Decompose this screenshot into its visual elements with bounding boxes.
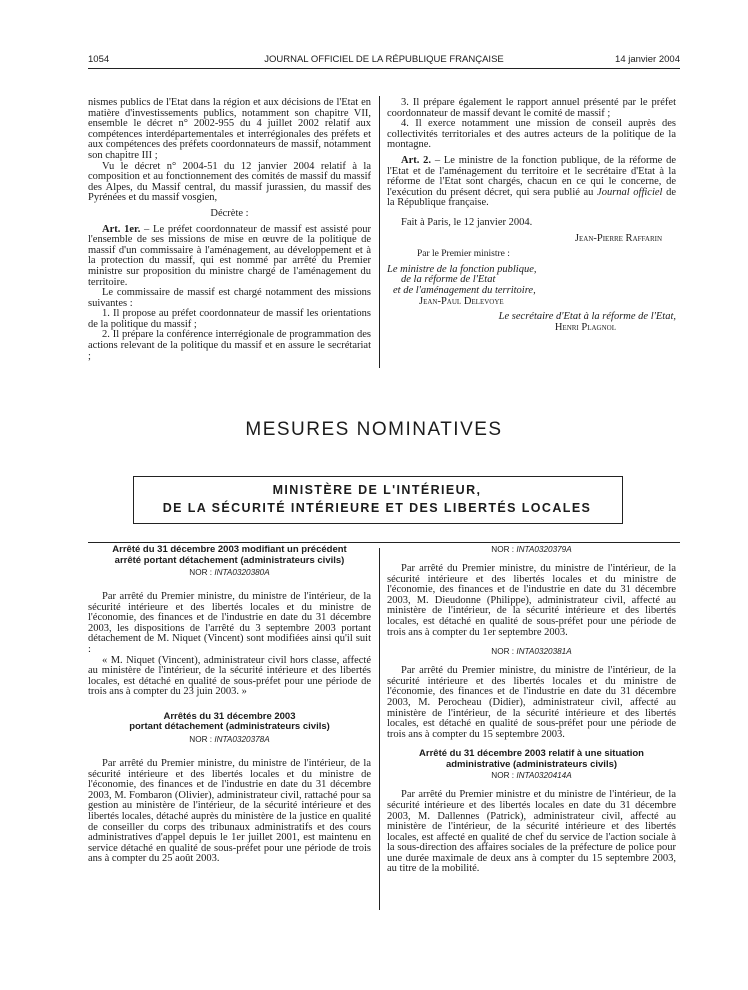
top-left-column: [88, 98, 371, 362]
ministry-title-line-2: DE LA SÉCURITÉ INTÉRIEURE ET DES LIBERTÉS LOCALES: [162, 501, 592, 515]
heading-line: arrêté portant détachement (administrateurs civils): [114, 554, 345, 566]
paragraph: Par arrêté du Premier ministre, du ministre de l'intérieur, de la sécurité intérieure et des libertés locales et du ministre de l'économie, des finances et de l'industrie en date du 31 décembre 2003, M. Dieudonne (Philippe), administrateur civil, affecté au ministère de l'intérieur, de la sécurité intérieure et des libertés locales, est détaché en qualité de sous-préfet pour une période de trois ans à compter du 1er septembre 2003.: [387, 563, 676, 638]
paragraph: Par arrêté du Premier ministre, du ministre de l'intérieur, de la sécurité intérieure et des libertés locales et du ministre de l'économie, des finances et de l'industrie en date du 31 décembre 2003, les dispositions de l'arrêté du 3 septembre 2003 portant détachement de M. Niquet (Vincent) sont modifiées ainsi qu'il suit :: [88, 591, 371, 655]
nor-reference: [387, 545, 676, 555]
signature-minister: Jean-Paul Delevoye: [419, 295, 504, 307]
article-1: [88, 225, 371, 289]
paragraph: nismes publics de l'Etat dans la région et aux décisions de l'Etat en matière d'investissements publics, notamment son chapitre VII, ensemble le décret n° 2002-955 du 4 juillet 2002 relatif aux compétences interdépartementales et interrégionales des préfets et aux compétences des préfets coordonnateurs de massif, notamment son chapitre III ;: [88, 97, 371, 161]
decrete-heading: Décrète :: [210, 207, 249, 219]
nor-reference: [387, 647, 676, 657]
section-banner: MESURES NOMINATIVES: [245, 419, 503, 440]
minister-title-2: de la réforme de l'Etat: [401, 274, 496, 286]
header-rule: [88, 68, 680, 69]
heading-line: Arrêté du 31 décembre 2003 modifiant un précédent: [112, 544, 347, 555]
nor-label: NOR :: [189, 568, 213, 577]
bottom-left-column: [88, 545, 371, 865]
paragraph: Vu le décret n° 2004-51 du 12 janvier 2004 relatif à la composition et au fonctionnement des comités de massif du massif des Alpes, du Massif central, du massif jurassien, du massif des Pyrénées et du massif vosgien,: [88, 160, 371, 204]
heading-line: portant détachement (administrateurs civils): [129, 721, 330, 733]
paragraph: Par arrêté du Premier ministre, du ministre de l'intérieur, de la sécurité intérieure et des libertés locales et du ministre de l'économie, des finances et de l'industrie en date du 31 décembre 2003, M. Fombaron (Olivier), administrateur civil, rattaché pour sa gestion au ministère de l'intérieur, de la sécurité intérieure et des libertés locales, détaché auprès du ministère de la justice en qualité de conseiller du corps des tribunaux administratifs et des cours administratives d'appel depuis le 1er juillet 2001, est maintenu en service détaché en qualité de sous-préfet pour une période de trois ans à compter du 25 août 2003.: [88, 757, 371, 865]
nor-code: INTA0320380A: [214, 568, 270, 577]
secretary-title: Le secrétaire d'Etat à la réforme de l'Etat,: [498, 311, 676, 323]
nor-code: INTA0320414A: [516, 771, 572, 781]
nor-reference: [387, 771, 676, 781]
nor-code: INTA0320379A: [516, 545, 572, 554]
nor-label: NOR :: [491, 545, 515, 554]
page-number: 1054: [88, 54, 110, 65]
article-1-label: Art. 1er.: [102, 223, 141, 235]
paragraph: 1. Il propose au préfet coordonnateur de massif les orientations de la politique du massif ;: [88, 308, 371, 330]
signature-secretary: Henri Plagnol: [554, 321, 616, 333]
issue-date: 14 janvier 2004: [615, 54, 680, 65]
column-divider: [379, 96, 380, 368]
signed-at: Fait à Paris, le 12 janvier 2004.: [401, 216, 533, 228]
minister-title-3: et de l'aménagement du territoire,: [393, 284, 536, 296]
article-2-label: Art. 2.: [401, 154, 432, 166]
paragraph: Par arrêté du Premier ministre, du ministre de l'intérieur, de la sécurité intérieure et des libertés locales et du ministre de l'économie, des finances et de l'industrie en date du 31 décembre 2003, M. Perocheau (Didier), administrateur civil, affecté au ministère de l'intérieur, de la sécurité intérieure et des libertés locales, est détaché en qualité de sous-préfet pour une période de trois ans à compter du 15 septembre 2003.: [387, 665, 676, 740]
column-divider: [379, 548, 380, 910]
arrete-heading-2: [88, 712, 371, 733]
heading-line: administrative (administrateurs civils): [445, 758, 618, 770]
article-2-journal: Journal officiel: [597, 186, 663, 198]
article-1-text: – Le préfet coordonnateur de massif est assisté pour l'ensemble de ses missions de mise en œuvre de la politique de massif d'un commissaire à l'aménagement, au développement et à la protection du massif, qui est nommé par arrêté du Premier ministre sur proposition du ministre chargé de l'aménagement du territoire.: [88, 223, 371, 288]
arrete-heading-3: [387, 749, 676, 770]
minister-title-1: Le ministre de la fonction publique,: [387, 263, 537, 275]
paragraph: 3. Il prépare également le rapport annuel présenté par le préfet coordonnateur de massif devant le comité de massif ;: [387, 97, 676, 119]
article-2: [387, 156, 676, 209]
bottom-right-column: [387, 545, 676, 875]
section-rule: [88, 542, 680, 543]
par-premier-ministre: Par le Premier ministre :: [417, 249, 510, 260]
nor-code: INTA0320378A: [214, 734, 270, 744]
article-2-text-end: de la République française.: [387, 186, 676, 209]
nor-label: NOR :: [491, 647, 515, 657]
arrete-heading-1: [88, 545, 371, 566]
heading-line: Arrêté du 31 décembre 2003 relatif à une situation: [419, 748, 644, 760]
paragraph: 2. Il prépare la conférence interrégionale de programmation des actions relevant de la politique du massif et en assure le secrétariat ;: [88, 329, 371, 362]
nor-label: NOR :: [189, 734, 213, 744]
nor-code: INTA0320381A: [516, 647, 572, 657]
journal-title: JOURNAL OFFICIEL DE LA RÉPUBLIQUE FRANÇAISE: [264, 54, 504, 65]
heading-line: Arrêtés du 31 décembre 2003: [163, 710, 296, 722]
article-2-text: – Le ministre de la fonction publique, de la réforme de l'Etat et de l'aménagement du territoire et le secrétaire d'Etat à la réforme de l'Etat sont chargés, chacun en ce qui le concerne, de l'exécution du présent décret, qui sera publié au: [387, 154, 676, 198]
nor-reference: [88, 735, 371, 745]
nor-reference: [88, 568, 371, 578]
top-right-column: [387, 98, 676, 333]
nor-label: NOR :: [491, 771, 515, 781]
paragraph: 4. Il exerce notamment une mission de conseil auprès des collectivités territoriales et des autres acteurs de la politique de la montagne.: [387, 118, 676, 151]
ministry-title-line-1: MINISTÈRE DE L'INTÉRIEUR,: [272, 483, 482, 497]
paragraph: Par arrêté du Premier ministre et du ministre de l'intérieur, de la sécurité intérieure et des libertés locales en date du 31 décembre 2003, M. Dallennes (Patrick), administrateur civil, affecté au ministère de l'intérieur, de la sécurité intérieure et des libertés locales, est affecté en qualité de chef du service de l'action sociale à la sous-direction des affaires sociales de la préfecture de police pour une durée maximale de deux ans à compter du 15 septembre 2003, au titre de la mobilité.: [387, 789, 676, 875]
paragraph: « M. Niquet (Vincent), administrateur civil hors classe, affecté au ministère de l'intérieur, de la sécurité intérieure et des libertés locales, est détaché en qualité de sous-préfet pour une période de trois ans à compter du 23 juin 2003. »: [88, 654, 371, 698]
paragraph: Le commissaire de massif est chargé notamment des missions suivantes :: [88, 287, 371, 309]
signature-prime-minister: Jean-Pierre Raffarin: [574, 232, 662, 244]
